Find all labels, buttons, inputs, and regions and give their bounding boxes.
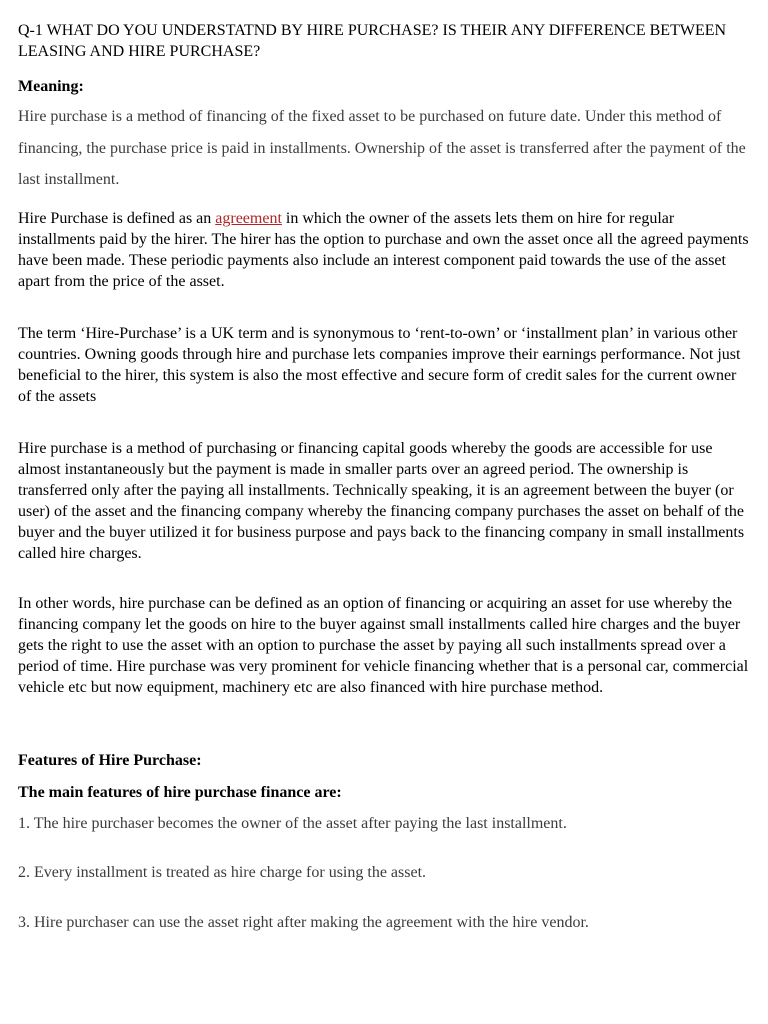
definition-text-end: in which the owner of the assets lets them on hire for regular installments paid by the hirer. The hirer has the option to purchase and own the asset once all the agreed payments have been made. These periodic payments also include an interest component paid towards the use of the asset apart from the price of the asset. xyxy=(18,210,749,290)
definition-paragraph xyxy=(18,208,753,292)
feature-item: 3. Hire purchaser can use the asset right after making the agreement with the hire vendor. xyxy=(18,914,589,931)
feature-item: 1. The hire purchaser becomes the owner of the asset after paying the last installment. xyxy=(18,815,567,832)
uk-term-paragraph: The term ‘Hire-Purchase’ is a UK term and is synonymous to ‘rent-to-own’ or ‘installment plan’ in various other countries. Owning goods through hire and purchase lets companies improve their earnings performance. Not just beneficial to the hirer, this system is also the most effective and secure form of credit sales for the current owner of the assets xyxy=(18,325,741,405)
method-paragraph: Hire purchase is a method of purchasing or financing capital goods whereby the goods are accessible for use almost instantaneously but the payment is made in smaller parts over an agreed period. The ownership is transferred only after the paying all installments. Technically speaking, it is an agreement between the buyer (or user) of the asset and the financing company whereby the financing company purchases the asset on behalf of the buyer and the buyer utilized it for business purpose and pays back to the financing company in small installments called hire charges. xyxy=(18,440,745,562)
question-heading: Q-1 WHAT DO YOU UNDERSTATND BY HIRE PURCHASE? IS THEIR ANY DIFFERENCE BETWEEN LEASING AND HIRE PURCHASE? xyxy=(18,22,727,60)
meaning-paragraph: Hire purchase is a method of financing of the fixed asset to be purchased on future date. Under this method of financing, the purchase price is paid in installments. Ownership of the asset is transferred after the payment of the last installment. xyxy=(18,108,746,188)
definition-text-start: Hire Purchase is defined as an xyxy=(18,210,216,227)
agreement-link[interactable]: agreement xyxy=(215,210,282,227)
feature-item: 2. Every installment is treated as hire charge for using the asset. xyxy=(18,864,427,881)
features-heading: Features of Hire Purchase: xyxy=(18,752,202,769)
meaning-label: Meaning: xyxy=(18,78,84,95)
features-subheading: The main features of hire purchase finance are: xyxy=(18,784,342,801)
other-words-paragraph: In other words, hire purchase can be defined as an option of financing or acquiring an asset for use whereby the financing company let the goods on hire to the buyer against small installments called hire charges and the buyer gets the right to use the asset with an option to purchase the asset by paying all such installments spread over a period of time. Hire purchase was very prominent for vehicle financing whether that is a personal car, commercial vehicle etc but now equipment, machinery etc are also financed with hire purchase method. xyxy=(18,595,749,696)
